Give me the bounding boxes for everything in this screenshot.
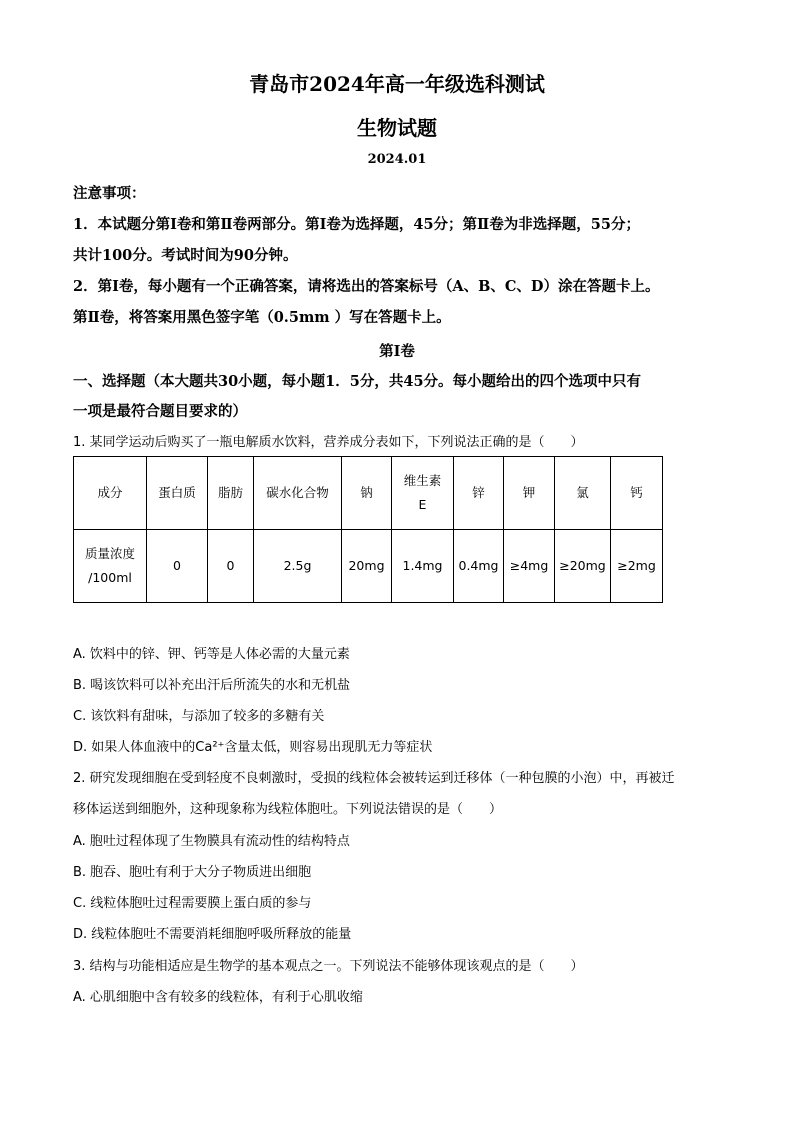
table-cell: 2.5g	[254, 530, 342, 603]
nutrition-table	[73, 456, 663, 603]
notes-item2-line2: 第Ⅱ卷，将答案用黑色签字笔（0.5mm ）写在答题卡上。	[73, 309, 451, 326]
notes-heading: 注意事项：	[73, 185, 146, 202]
table-cell: 20mg	[342, 530, 392, 603]
q3-stem: 3. 结构与功能相适应是生物学的基本观点之一。下列说法不能够体现该观点的是（ ）	[73, 959, 584, 974]
q2-option-c: C. 线粒体胞吐过程需要膜上蛋白质的参与	[73, 896, 312, 911]
table-cell: ≥4mg	[504, 530, 555, 603]
table-row-label	[74, 530, 147, 603]
section-heading-line2: 一项是最符合题目要求的）	[73, 403, 247, 420]
q1-option-a: A. 饮料中的锌、钾、钙等是人体必需的大量元素	[73, 647, 350, 662]
table-header-cell: 钾	[504, 457, 555, 530]
q2-option-a: A. 胞吐过程体现了生物膜具有流动性的结构特点	[73, 834, 350, 849]
table-header-cell	[392, 457, 454, 530]
table-header-cell: 蛋白质	[147, 457, 208, 530]
table-header-cell: 锌	[454, 457, 504, 530]
notes-item1-line1: 1．本试题分第Ⅰ卷和第Ⅱ卷两部分。第Ⅰ卷为选择题，45分；第Ⅱ卷为非选择题，55分；	[73, 216, 640, 233]
q1-stem: 1. 某同学运动后购买了一瓶电解质水饮料，营养成分表如下，下列说法正确的是（ ）	[73, 435, 584, 450]
q3-option-a: A. 心肌细胞中含有较多的线粒体，有利于心肌收缩	[73, 990, 363, 1005]
q1-option-b: B. 喝该饮料可以补充出汗后所流失的水和无机盐	[73, 678, 351, 693]
table-cell: 0	[208, 530, 254, 603]
table-header-cell: 氯	[555, 457, 611, 530]
q2-stem-line2: 移体运送到细胞外，这种现象称为线粒体胞吐。下列说法错误的是（ ）	[73, 802, 503, 817]
table-header-line: 维生素	[403, 473, 442, 488]
table-cell: 0.4mg	[454, 530, 504, 603]
table-cell: ≥20mg	[555, 530, 611, 603]
table-row	[74, 530, 663, 603]
table-header-line: E	[418, 497, 427, 512]
table-header-cell: 成分	[74, 457, 147, 530]
q2-option-b: B. 胞吞、胞吐有利于大分子物质进出细胞	[73, 865, 312, 880]
exam-title: 青岛市2024年高一年级选科测试	[249, 72, 545, 96]
notes-item2-line1: 2．第Ⅰ卷，每小题有一个正确答案，请将选出的答案标号（A、B、C、D）涂在答题卡上。	[73, 278, 660, 295]
table-header-row	[74, 457, 663, 530]
table-header-cell: 脂肪	[208, 457, 254, 530]
table-cell: 1.4mg	[392, 530, 454, 603]
table-header-cell: 钠	[342, 457, 392, 530]
volume-heading: 第Ⅰ卷	[379, 343, 415, 360]
table-header-cell: 碳水化合物	[254, 457, 342, 530]
section-heading-line1: 一、选择题（本大题共30小题，每小题1．5分，共45分。每小题给出的四个选项中只有	[73, 373, 642, 390]
q1-option-c: C. 该饮料有甜味，与添加了较多的多糖有关	[73, 709, 325, 724]
table-header-cell: 钙	[611, 457, 663, 530]
row-label-line: /100ml	[88, 570, 132, 585]
row-label-line: 质量浓度	[84, 546, 135, 561]
q2-option-d: D. 线粒体胞吐不需要消耗细胞呼吸所释放的能量	[73, 927, 352, 942]
subject-title: 生物试题	[357, 116, 437, 140]
exam-date: 2024.01	[367, 152, 427, 167]
q2-stem-line1: 2. 研究发现细胞在受到轻度不良刺激时，受损的线粒体会被转运到迁移体（一种包膜的小泡）中，再被迁	[73, 771, 675, 786]
table-cell: ≥2mg	[611, 530, 663, 603]
notes-item1-line2: 共计100分。考试时间为90分钟。	[73, 247, 298, 264]
table-cell: 0	[147, 530, 208, 603]
q1-option-d: D. 如果人体血液中的Ca²⁺含量太低，则容易出现肌无力等症状	[73, 740, 433, 755]
